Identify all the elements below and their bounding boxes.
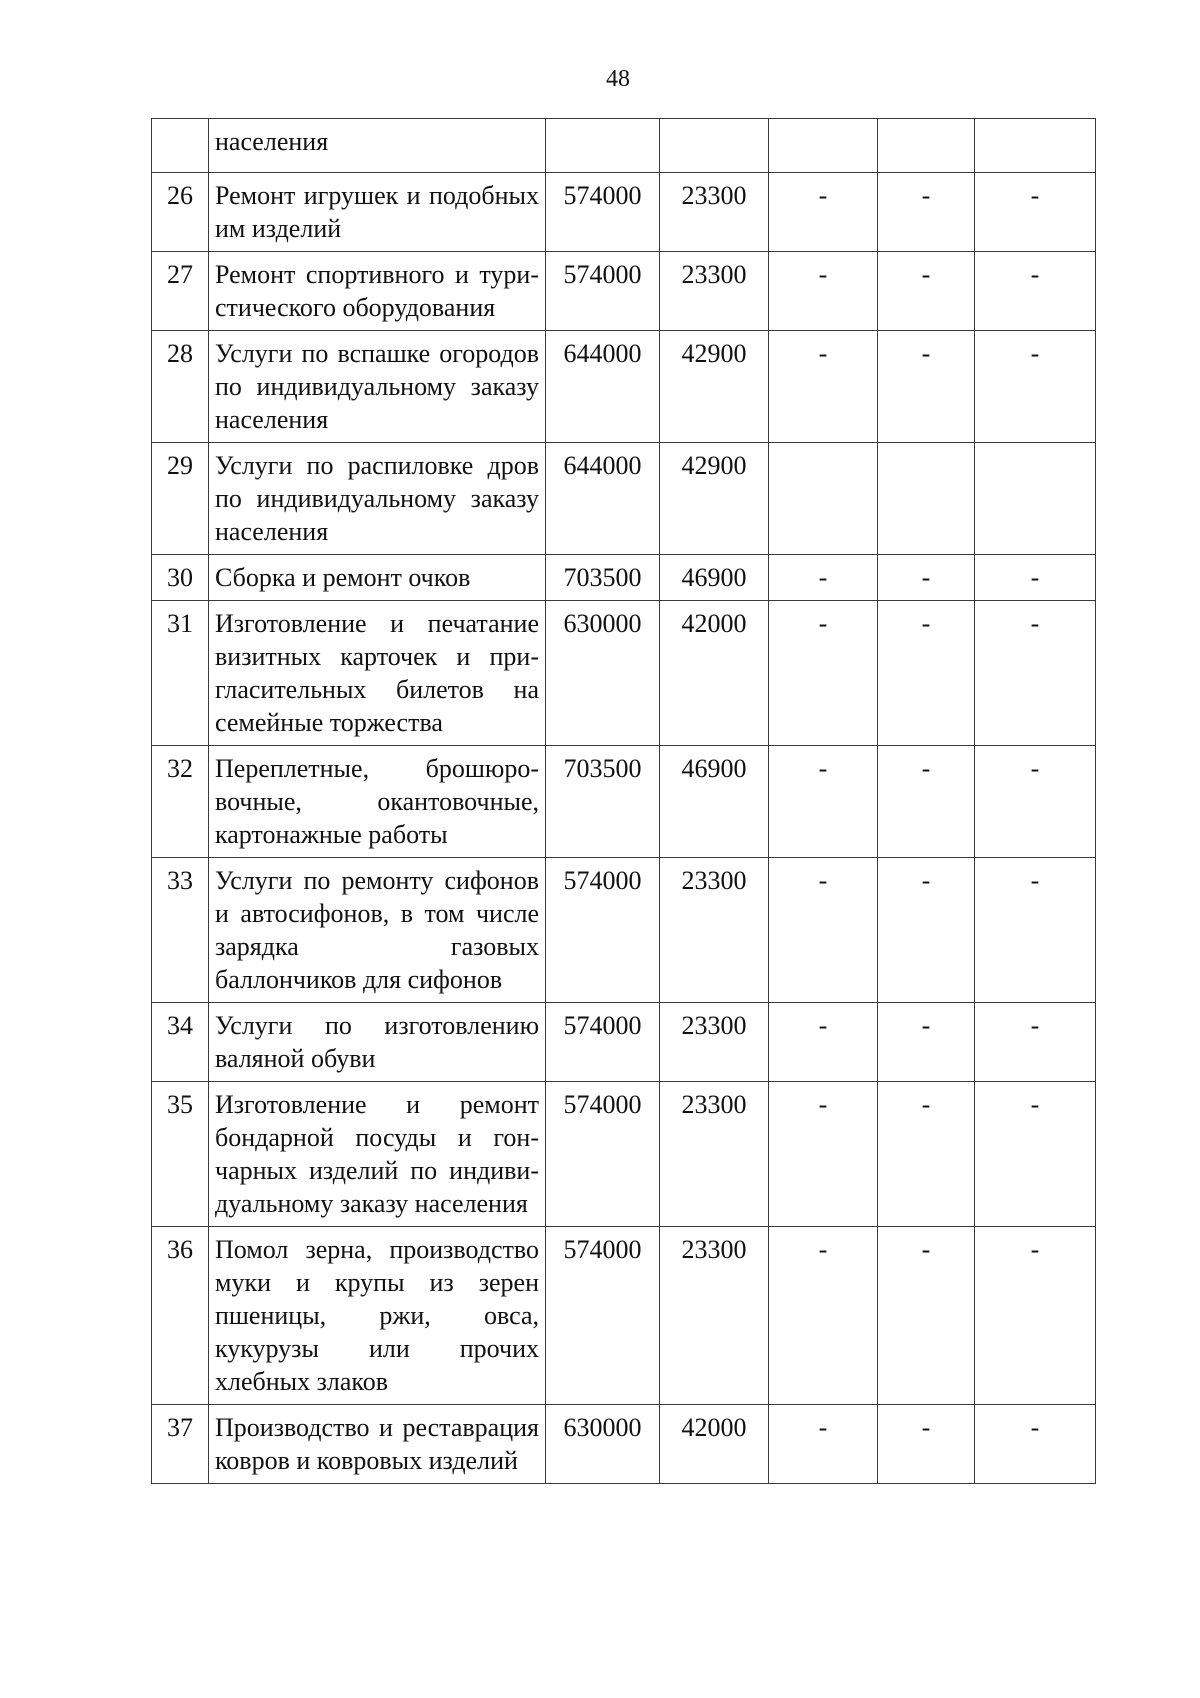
value-col4-cell: - <box>878 252 975 331</box>
table-row <box>152 746 1096 858</box>
value-col1-cell: 574000 <box>546 1082 660 1227</box>
value-col4-cell: - <box>878 1003 975 1082</box>
value-col3-cell: - <box>769 1227 878 1405</box>
service-name-cell: Услуги по распиловке дров по индивидуальному заказу населения <box>209 443 546 555</box>
row-number-cell: 30 <box>152 555 209 601</box>
value-col3-cell <box>769 119 878 173</box>
value-col2-cell: 23300 <box>660 1003 769 1082</box>
row-number-cell: 26 <box>152 173 209 252</box>
table-row <box>152 173 1096 252</box>
value-col3-cell <box>769 443 878 555</box>
value-col1-cell: 574000 <box>546 1003 660 1082</box>
value-col3-cell: - <box>769 858 878 1003</box>
value-col5-cell: - <box>975 601 1096 746</box>
row-number-cell: 35 <box>152 1082 209 1227</box>
row-number-cell: 32 <box>152 746 209 858</box>
value-col4-cell <box>878 119 975 173</box>
value-col5-cell: - <box>975 746 1096 858</box>
value-col2-cell: 42900 <box>660 331 769 443</box>
row-number-cell: 34 <box>152 1003 209 1082</box>
value-col4-cell: - <box>878 746 975 858</box>
value-col3-cell: - <box>769 252 878 331</box>
table-row <box>152 1082 1096 1227</box>
value-col4-cell: - <box>878 555 975 601</box>
row-number-cell <box>152 119 209 173</box>
table-row <box>152 1003 1096 1082</box>
service-name-cell: Помол зерна, производство муки и крупы из зерен пшеницы, ржи, овса, кукурузы или прочих хлебных злаков <box>209 1227 546 1405</box>
value-col3-cell: - <box>769 601 878 746</box>
service-name-cell: Изготовление и печатание визитных карточек и пригласительных билетов на семейные торжества <box>209 601 546 746</box>
page-number: 48 <box>606 66 630 92</box>
table-row <box>152 331 1096 443</box>
value-col2-cell: 23300 <box>660 1227 769 1405</box>
value-col5-cell <box>975 119 1096 173</box>
value-col4-cell: - <box>878 601 975 746</box>
value-col2-cell: 23300 <box>660 1082 769 1227</box>
table-row <box>152 252 1096 331</box>
value-col1-cell <box>546 119 660 173</box>
table-row <box>152 443 1096 555</box>
table-row-continuation <box>152 119 1096 173</box>
value-col3-cell: - <box>769 1003 878 1082</box>
value-col1-cell: 630000 <box>546 601 660 746</box>
value-col5-cell: - <box>975 252 1096 331</box>
value-col2-cell <box>660 119 769 173</box>
service-name-cell: Услуги по вспашке огородов по индивидуальному заказу населения <box>209 331 546 443</box>
value-col1-cell: 574000 <box>546 858 660 1003</box>
value-col2-cell: 46900 <box>660 555 769 601</box>
row-number-cell: 36 <box>152 1227 209 1405</box>
service-name-cell: Ремонт спортивного и туристического оборудования <box>209 252 546 331</box>
value-col4-cell: - <box>878 1227 975 1405</box>
value-col5-cell: - <box>975 1003 1096 1082</box>
value-col3-cell: - <box>769 173 878 252</box>
service-name-cell: Изготовление и ремонт бондарной посуды и гончарных изделий по индивидуальному заказу населения <box>209 1082 546 1227</box>
service-name-cell: населения <box>209 119 546 173</box>
service-name-cell: Услуги по изготовлению валяной обуви <box>209 1003 546 1082</box>
table-body <box>152 119 1096 1484</box>
table-row <box>152 1227 1096 1405</box>
value-col4-cell: - <box>878 1405 975 1484</box>
services-table <box>151 118 1096 1484</box>
value-col3-cell: - <box>769 331 878 443</box>
value-col1-cell: 574000 <box>546 252 660 331</box>
row-number-cell: 31 <box>152 601 209 746</box>
value-col4-cell: - <box>878 1082 975 1227</box>
value-col5-cell: - <box>975 555 1096 601</box>
value-col5-cell <box>975 443 1096 555</box>
value-col2-cell: 23300 <box>660 252 769 331</box>
value-col5-cell: - <box>975 331 1096 443</box>
value-col3-cell: - <box>769 555 878 601</box>
value-col4-cell: - <box>878 858 975 1003</box>
value-col1-cell: 574000 <box>546 1227 660 1405</box>
value-col4-cell: - <box>878 173 975 252</box>
value-col1-cell: 703500 <box>546 555 660 601</box>
value-col2-cell: 42000 <box>660 601 769 746</box>
value-col2-cell: 46900 <box>660 746 769 858</box>
value-col1-cell: 574000 <box>546 173 660 252</box>
value-col2-cell: 23300 <box>660 858 769 1003</box>
value-col5-cell: - <box>975 1227 1096 1405</box>
value-col1-cell: 644000 <box>546 331 660 443</box>
service-name-cell: Переплетные, брошюровочные, окантовочные, картонажные работы <box>209 746 546 858</box>
value-col1-cell: 644000 <box>546 443 660 555</box>
row-number-cell: 37 <box>152 1405 209 1484</box>
service-name-cell: Производство и реставрация ковров и ковровых изделий <box>209 1405 546 1484</box>
value-col2-cell: 42000 <box>660 1405 769 1484</box>
value-col4-cell: - <box>878 331 975 443</box>
table-row <box>152 858 1096 1003</box>
service-name-cell: Ремонт игрушек и подобных им изделий <box>209 173 546 252</box>
row-number-cell: 29 <box>152 443 209 555</box>
service-name-cell: Услуги по ремонту сифонов и автосифонов, в том числе зарядка газовых баллончиков для сифонов <box>209 858 546 1003</box>
row-number-cell: 33 <box>152 858 209 1003</box>
value-col5-cell: - <box>975 858 1096 1003</box>
value-col5-cell: - <box>975 173 1096 252</box>
table-row <box>152 1405 1096 1484</box>
value-col5-cell: - <box>975 1405 1096 1484</box>
value-col1-cell: 703500 <box>546 746 660 858</box>
value-col1-cell: 630000 <box>546 1405 660 1484</box>
value-col2-cell: 23300 <box>660 173 769 252</box>
value-col3-cell: - <box>769 746 878 858</box>
row-number-cell: 27 <box>152 252 209 331</box>
value-col3-cell: - <box>769 1405 878 1484</box>
table-row <box>152 555 1096 601</box>
value-col3-cell: - <box>769 1082 878 1227</box>
value-col4-cell <box>878 443 975 555</box>
table-row <box>152 601 1096 746</box>
value-col2-cell: 42900 <box>660 443 769 555</box>
row-number-cell: 28 <box>152 331 209 443</box>
value-col5-cell: - <box>975 1082 1096 1227</box>
service-name-cell: Сборка и ремонт очков <box>209 555 546 601</box>
